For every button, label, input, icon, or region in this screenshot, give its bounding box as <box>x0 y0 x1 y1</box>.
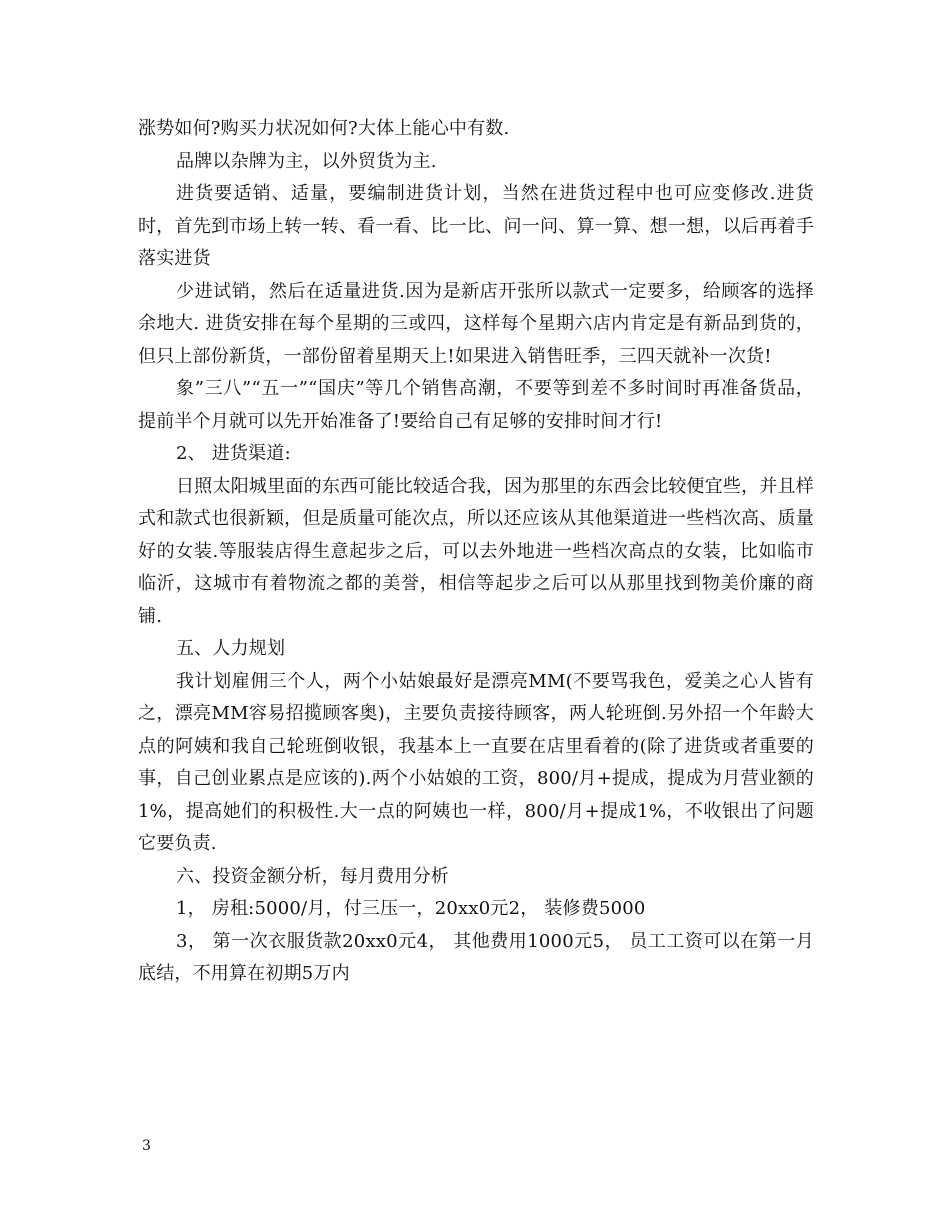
section-heading: 六、投资金额分析，每月费用分析 <box>176 865 449 887</box>
paragraph: 少进试销，然后在适量进货.因为是新店开张所以款式一定要多，给顾客的选择余地大. 进货安排在每个星期的三或四，这样每个星期六店内肯定是有新品到货的，但只上部份新货，一部份留着星期天上!如果进入销售旺季，三四天就补一次货! <box>138 280 814 367</box>
section-heading: 2、 进货渠道: <box>176 443 291 464</box>
paragraph: 品牌以杂牌为主，以外贸货为主. <box>176 150 437 172</box>
section-heading: 五、人力规划 <box>176 638 286 659</box>
paragraph: 涨势如何?购买力状况如何?大体上能心中有数. <box>138 118 510 139</box>
paragraph: 我计划雇佣三个人，两个小姑娘最好是漂亮MM(不要骂我色，爱美之心人皆有之，漂亮MM容易招揽顾客奥)，主要负责接待顾客，两人轮班倒.另外招一个年龄大点的阿姨和我自己轮班倒收银，我基本上一直要在店里看着的(除了进货或者重要的事，自己创业累点是应该的).两个小姑娘的工资，800/月+提成，提成为月营业额的1%，提高她们的积极性.大一点的阿姨也一样，800/月+提成1%，不收银出了问题它要负责. <box>138 670 814 854</box>
list-item: 1， 房租:5000/月，付三压一，20xx0元2， 装修费5000 <box>176 898 646 919</box>
paragraph: 日照太阳城里面的东西可能比较适合我，因为那里的东西会比较便宜些，并且样式和款式也很新颖，但是质量可能次点，所以还应该从其他渠道进一些档次高、质量好的女装.等服装店得生意起步之后，可以去外地进一些档次高点的女装，比如临市临沂，这城市有着物流之都的美誉，相信等起步之后可以从那里找到物美价廉的商铺. <box>138 475 814 627</box>
page-number: 3 <box>142 1138 151 1154</box>
paragraph: 进货要适销、适量，要编制进货计划，当然在进货过程中也可应变修改.进货时，首先到市场上转一转、看一看、比一比、问一问、算一算、想一想，以后再着手落实进货 <box>138 183 814 269</box>
document-body <box>138 113 814 991</box>
list-item: 3， 第一次衣服货款20xx0元4， 其他费用1000元5， 员工工资可以在第一月底结，不用算在初期5万内 <box>138 930 814 984</box>
paragraph: 象”三八”“五一”“国庆”等几个销售高潮，不要等到差不多时间时再准备货品，提前半个月就可以先开始准备了!要给自己有足够的安排时间才行! <box>138 378 814 432</box>
